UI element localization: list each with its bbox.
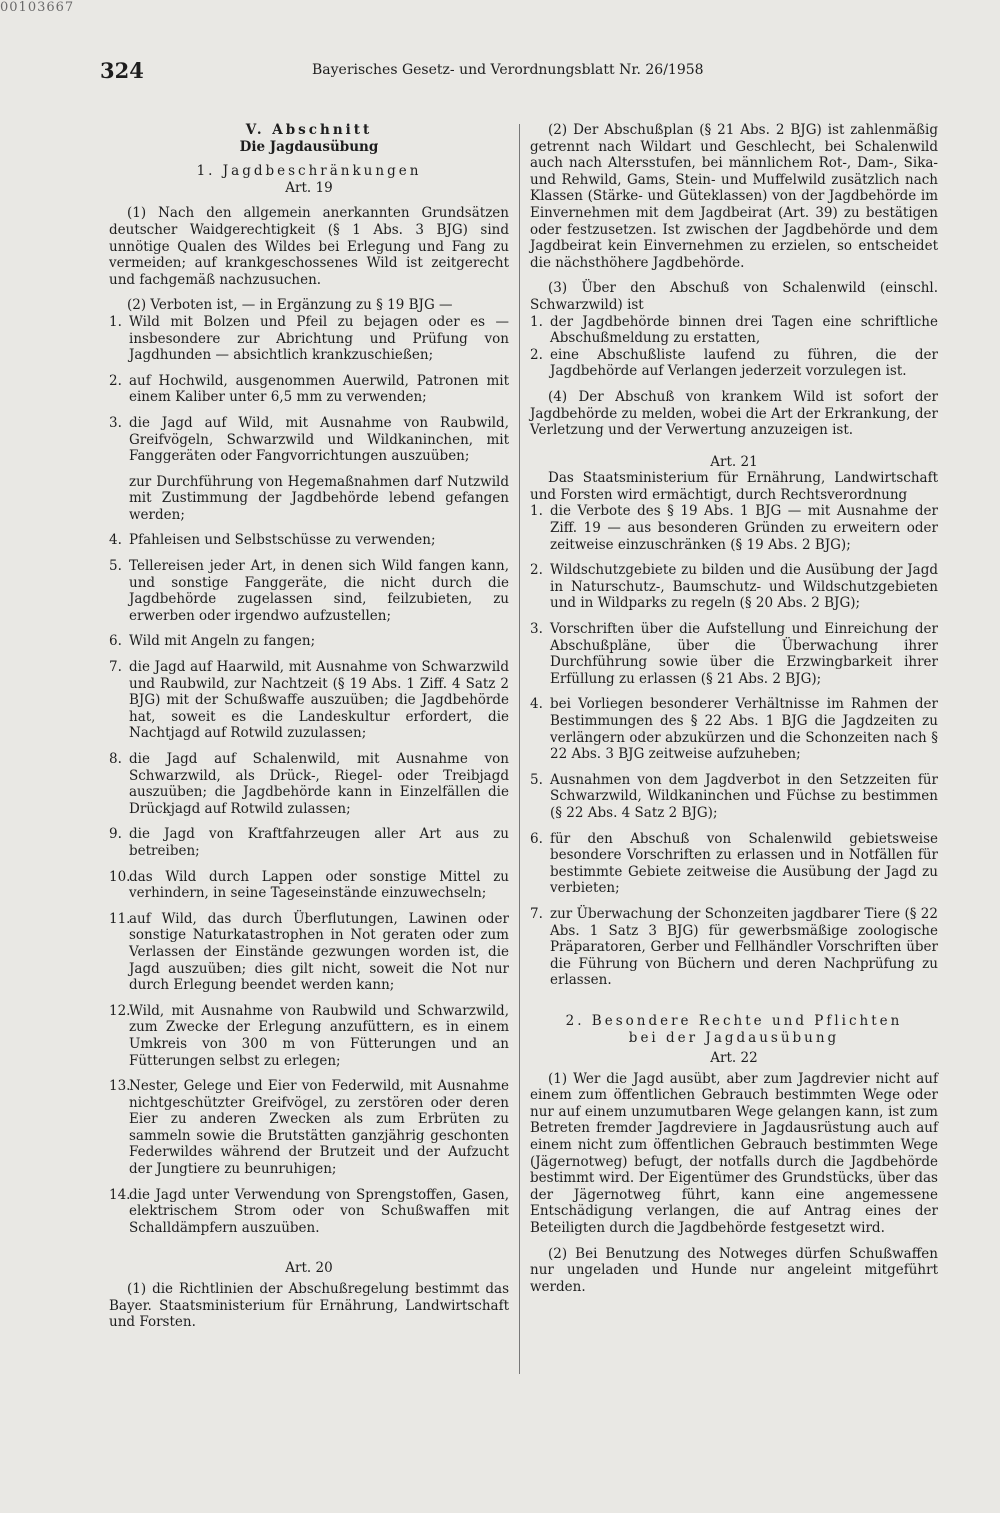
article-heading: Art. 19 (285, 179, 333, 196)
subsection-heading: 2. Besondere Rechte und Pflichten (565, 1012, 903, 1029)
article-heading: Art. 22 (710, 1050, 758, 1067)
archive-id: 00103667 (0, 0, 75, 15)
paragraph: Das Staatsministerium für Ernährung, Landwirtschaft und Forsten wird ermächtigt, durch Rechtsverordnung (530, 470, 938, 503)
list-item: 5. Tellereisen jeder Art, in denen sich Wild fangen kann, und sonstige Fanggeräte, die nicht durch die Jagdbehörde zugelassen sind, feilzubieten, zu erwerben oder irgendwo aufzustellen; (109, 558, 509, 624)
list-item: 9. die Jagd von Kraftfahrzeugen aller Art aus zu betreiben; (109, 826, 509, 859)
list-item: 12. Wild, mit Ausnahme von Raubwild und Schwarzwild, zum Zwecke der Erlegung anzufüttern, es in einem Umkreis von 300 m von Fütterungen und an Fütterungen selbst zu erlegen; (109, 1002, 509, 1069)
paragraph: (2) Bei Benutzung des Notweges dürfen Schußwaffen nur ungeladen und Hunde nur angeleint mitgeführt werden. (530, 1245, 938, 1295)
list-item: 13. Nester, Gelege und Eier von Federwild, mit Ausnahme nichtgeschützter Greifvögel, zu zerstören oder deren Eier zu anderen Zwecken als zum Erbrüten zu sammeln sowie die Brutstätten ganzjährig geschonten Federwildes während der Brutzeit und der Aufzucht der Jungtiere zu beunruhigen; (109, 1078, 509, 1178)
paragraph: (1) Nach den allgemein anerkannten Grundsätzen deutscher Waidgerechtigkeit (§ 1 Abs. 3 BJG) sind unnötige Qualen des Wildes bei Erlegung und Fang zu vermeiden; auf krankgeschossenes Wild ist zeitgerecht und fachgemäß nachzusuchen. (109, 205, 509, 288)
paragraph: (1) die Richtlinien der Abschußregelung bestimmt das Bayer. Staatsministerium für Ernährung, Landwirtschaft und Forsten. (109, 1281, 509, 1331)
list-item-continuation: zur Durchführung von Hegemaßnahmen darf Nutzwild mit Zustimmung der Jagdbehörde lebend gefangen werden; (129, 473, 509, 523)
paragraph: (3) Über den Abschuß von Schalenwild (einschl. Schwarzwild) ist (530, 280, 938, 313)
paragraph: (2) Der Abschußplan (§ 21 Abs. 2 BJG) ist zahlenmäßig getrennt nach Wildart und Geschlecht, bei Schalenwild auch nach Altersstufen, bei männlichem Rot-, Dam-, Sika- und Rehwild, Gams, Stein- und Muffelwild zusätzlich nach Klassen (Stärke- und Güteklassen) von der Jagdbehörde im Einvernehmen mit dem Jagdbeirat (Art. 39) zu bestätigen oder festzusetzen. Ist zwischen der Jagdbehörde und dem Jagdbeirat kein Einvernehmen zu erzielen, so entscheidet die nächsthöhere Jagdbehörde. (530, 122, 938, 271)
list-item: 7. die Jagd auf Haarwild, mit Ausnahme von Schwarzwild und Raubwild, zur Nachtzeit (§ 19 Abs. 1 Ziff. 4 Satz 2 BJG) mit der Schußwaffe auszuüben; die Jagdbehörde hat, soweit es die Landeskultur erfordert, die Nachtjagd auf Rotwild zuzulassen; (109, 659, 509, 742)
list-item: 3. die Jagd auf Wild, mit Ausnahme von Raubwild, Greifvögeln, Schwarzwild und Wildkaninchen, mit Fanggeräten oder Fangvorrichtungen auszuüben; (109, 414, 509, 465)
list-item: 2. Wildschutzgebiete zu bilden und die Ausübung der Jagd in Naturschutz-, Baumschutz- und Wildschutzgebieten und in Wildparks zu regeln (§ 20 Abs. 2 BJG); (530, 562, 938, 612)
list-item: 1. die Verbote des § 19 Abs. 1 BJG — mit Ausnahme der Ziff. 19 — aus besonderen Gründen zu erweitern oder zeitweise einzuschränken (§ 19 Abs. 2 BJG); (530, 503, 938, 553)
list-item: 2. eine Abschußliste laufend zu führen, die der Jagdbehörde auf Verlangen jederzeit vorzulegen ist. (530, 346, 938, 380)
list-item: 5. Ausnahmen von dem Jagdverbot in den Setzzeiten für Schwarzwild, Wildkaninchen und Füchse zu bestimmen (§ 22 Abs. 4 Satz 2 BJG); (530, 771, 938, 821)
list-item: 1. der Jagdbehörde binnen drei Tagen eine schriftliche Abschußmeldung zu erstatten, (530, 313, 938, 347)
subsection-heading: bei der Jagdausübung (628, 1029, 840, 1046)
list-item: 6. Wild mit Angeln zu fangen; (109, 633, 316, 650)
page-number: 324 (100, 58, 144, 83)
left-column (109, 122, 509, 1331)
list-item: 10. das Wild durch Lappen oder sonstige Mittel zu verhindern, in seine Tageseinstände einzuwechseln; (109, 868, 509, 902)
list-item: 7. zur Überwachung der Schonzeiten jagdbarer Tiere (§ 22 Abs. 1 Satz 3 BJG) für gewerbsmäßige zoologische Präparatoren, Gerber und Fellhändler Vorschriften über die Führung von Büchern und deren Nachprüfung zu erlassen. (530, 905, 938, 989)
list-item: 2. auf Hochwild, ausgenommen Auerwild, Patronen mit einem Kaliber unter 6,5 mm zu verwenden; (109, 372, 509, 406)
paragraph: (2) Verboten ist, — in Ergänzung zu § 19 BJG — (127, 297, 453, 314)
list-item: 11. auf Wild, das durch Überflutungen, Lawinen oder sonstige Naturkatastrophen in Not geraten oder zum Verlassen der Einstände gezwungen worden ist, die Jagd auszuüben; dies gilt nicht, soweit die Not nur durch Erlegung beendet werden kann; (109, 910, 509, 994)
list-item: 6. für den Abschuß von Schalenwild gebietsweise besondere Vorschriften zu erlassen und in Notfällen für bestimmte Gebiete zeitweise die Ausübung der Jagd zu verbieten; (530, 830, 938, 897)
column-divider (519, 124, 520, 1374)
running-title: Bayerisches Gesetz- und Verordnungsblatt Nr. 26/1958 (312, 62, 704, 78)
paragraph: (1) Wer die Jagd ausübt, aber zum Jagdrevier nicht auf einem zum öffentlichen Gebrauch bestimmten Wege oder nur auf einem unzumutbaren Wege gelangen kann, ist zum Betreten fremder Jagdreviere in Jagdausrüstung auch auf einem nicht zum öffentlichen Gebrauch bestimmten Wege (Jägernotweg) befugt, der notfalls durch die Jagdbehörde bestimmt wird. Der Eigentümer des Grundstücks, über das der Jägernotweg führt, kann eine angemessene Entschädigung verlangen, die auf Antrag eines der Beteiligten durch die Jagdbehörde festgesetzt wird. (530, 1070, 938, 1237)
list-item: 4. bei Vorliegen besonderer Verhältnisse im Rahmen der Bestimmungen des § 22 Abs. 1 BJG die Jagdzeiten zu verlängern oder abzukürzen und die Schonzeiten nach § 22 Abs. 3 BJG zeitweise aufzuheben; (530, 696, 938, 763)
list-item: 8. die Jagd auf Schalenwild, mit Ausnahme von Schwarzwild, als Drück-, Riegel- oder Treibjagd auszuüben; die Jagdbehörde kann in Einzelfällen die Drückjagd auf Rotwild zulassen; (109, 751, 509, 817)
article-heading: Art. 20 (285, 1260, 333, 1277)
paragraph: (4) Der Abschuß von krankem Wild ist sofort der Jagdbehörde zu melden, wobei die Art der Erkrankung, der Verletzung und der Verwertung anzuzeigen ist. (530, 388, 938, 439)
section-title: V. Abschnitt (245, 122, 373, 138)
right-column (530, 122, 938, 1295)
article-heading: Art. 21 (710, 453, 758, 470)
list-item: 4. Pfahleisen und Selbstschüsse zu verwenden; (109, 532, 436, 549)
list-item: 1. Wild mit Bolzen und Pfeil zu bejagen oder es — insbesondere zur Abrichtung und Prüfung von Jagdhunden — absichtlich krankzuschießen; (109, 313, 509, 364)
section-subtitle: Die Jagdausübung (239, 138, 379, 155)
page-header (100, 58, 940, 84)
subsection-heading: 1. Jagdbeschränkungen (196, 163, 422, 180)
list-item: 3. Vorschriften über die Aufstellung und Einreichung der Abschußpläne, über die Überwachung ihrer Durchführung sowie über die Erzwingbarkeit ihrer Erfüllung zu erlassen (§ 21 Abs. 2 BJG); (530, 621, 938, 687)
list-item: 14. die Jagd unter Verwendung von Sprengstoffen, Gasen, elektrischem Strom oder von Schußwaffen mit Schalldämpfern auszuüben. (109, 1186, 509, 1236)
